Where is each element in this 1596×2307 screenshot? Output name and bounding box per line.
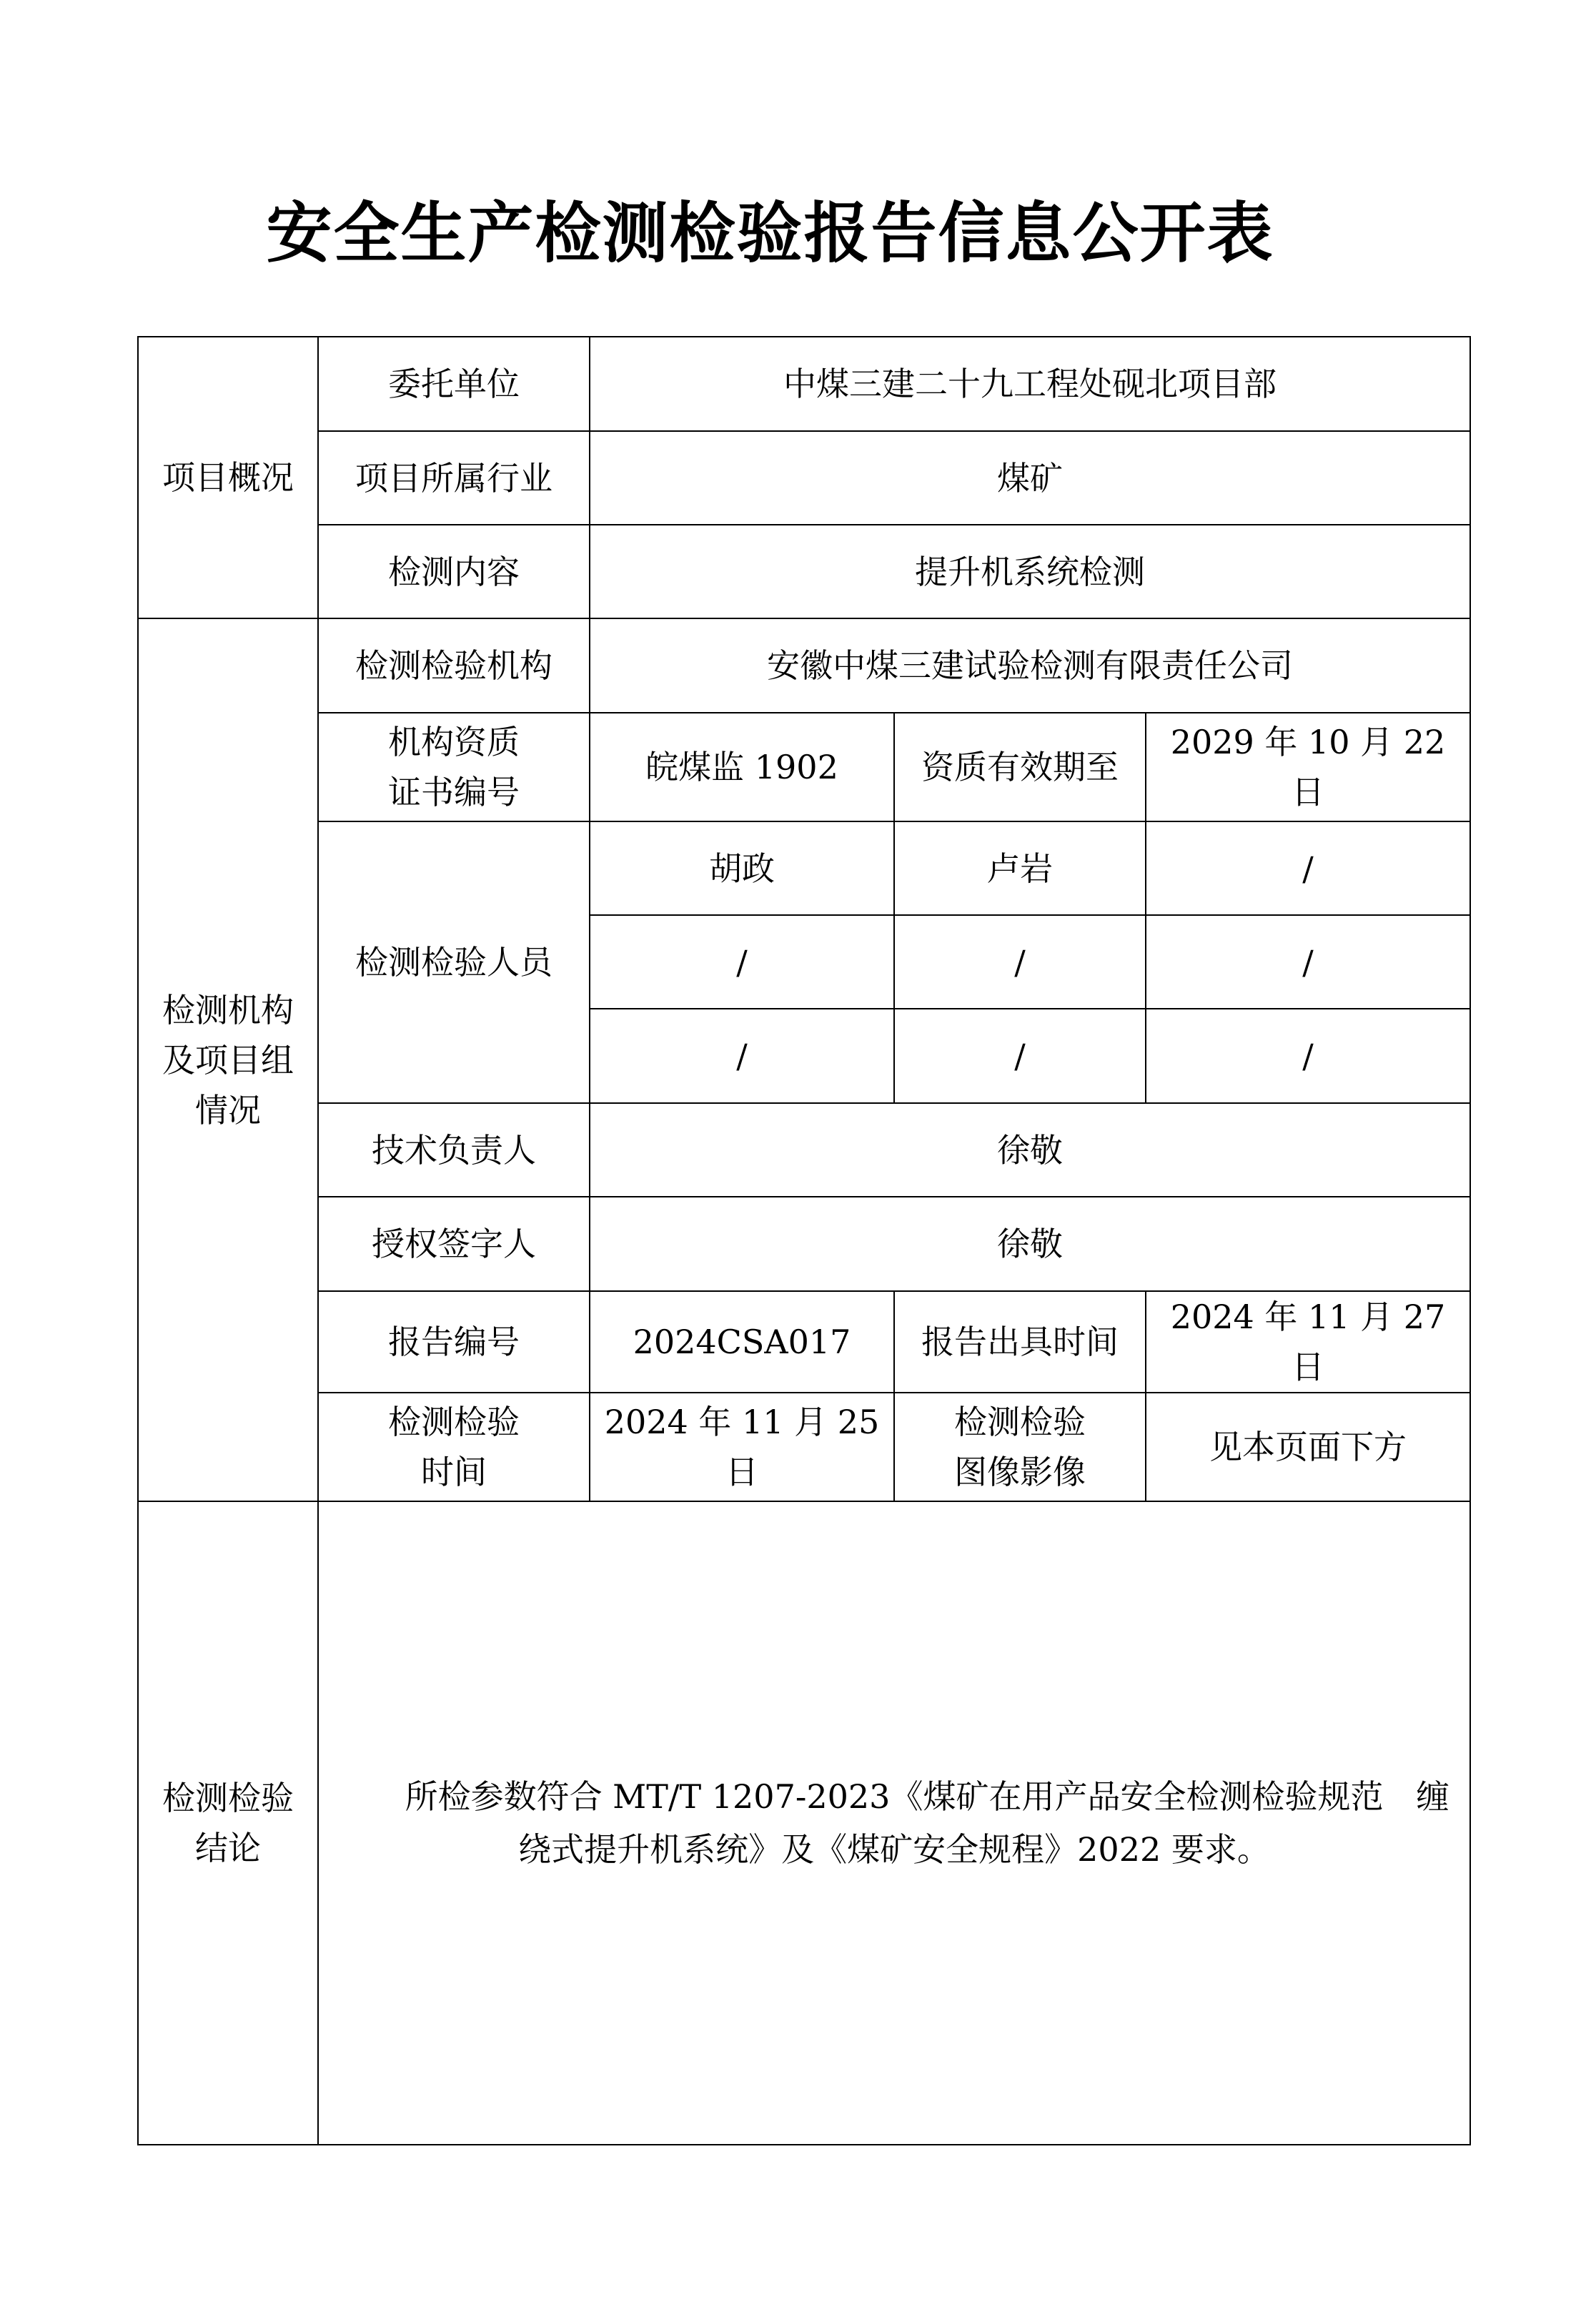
table-row	[138, 713, 1470, 821]
test-time-label-line: 检测检验	[388, 1403, 520, 1441]
tech-lead-value: 徐敬	[590, 1103, 1470, 1197]
table-row	[138, 618, 1470, 713]
issue-date-label: 报告出具时间	[894, 1291, 1146, 1393]
cert-label	[318, 713, 590, 821]
signatory-value: 徐敬	[590, 1197, 1470, 1291]
project-section-label: 项目概况	[138, 337, 318, 618]
report-no-value: 2024CSA017	[590, 1291, 894, 1393]
institution-section-label-line: 检测机构	[162, 990, 294, 1029]
personnel-cell: /	[590, 1009, 894, 1103]
tech-lead-label: 技术负责人	[318, 1103, 590, 1197]
personnel-cell: /	[894, 915, 1146, 1009]
table-row	[138, 525, 1470, 618]
conclusion-section-label	[138, 1501, 318, 2145]
personnel-cell: /	[1146, 821, 1470, 915]
validity-value: 2029 年 10 月 22 日	[1146, 713, 1470, 821]
table-row	[138, 1103, 1470, 1197]
personnel-cell: /	[894, 1009, 1146, 1103]
org-value: 安徽中煤三建试验检测有限责任公司	[590, 618, 1470, 713]
personnel-cell: /	[1146, 1009, 1470, 1103]
institution-section-label	[138, 618, 318, 1501]
personnel-cell: 卢岩	[894, 821, 1146, 915]
institution-section-label-line: 情况	[195, 1090, 261, 1130]
personnel-cell: /	[1146, 915, 1470, 1009]
institution-section-label-line: 及项目组	[162, 1040, 294, 1080]
table-row	[138, 1291, 1470, 1393]
conclusion-cell	[318, 1501, 1470, 2145]
cert-value: 皖煤监 1902	[590, 713, 894, 821]
table-row	[138, 1197, 1470, 1291]
image-label	[894, 1393, 1146, 1501]
table-row	[138, 337, 1470, 431]
industry-label: 项目所属行业	[318, 431, 590, 525]
content-label: 检测内容	[318, 525, 590, 618]
info-table	[137, 336, 1471, 2145]
signatory-label: 授权签字人	[318, 1197, 590, 1291]
org-label: 检测检验机构	[318, 618, 590, 713]
conclusion-section-label-line: 检测检验	[162, 1779, 294, 1817]
conclusion-text: 所检参数符合 MT/T 1207-2023《煤矿在用产品安全检测检验规范 缠绕式提升机系统》及《煤矿安全规程》2022 要求。	[405, 1777, 1449, 1869]
content-value: 提升机系统检测	[590, 525, 1470, 618]
table-row	[138, 1393, 1470, 1501]
image-label-line: 图像影像	[954, 1453, 1086, 1491]
industry-value: 煤矿	[590, 431, 1470, 525]
client-label: 委托单位	[318, 337, 590, 431]
test-time-label-line: 时间	[421, 1453, 487, 1491]
issue-date-value: 2024 年 11 月 27 日	[1146, 1291, 1470, 1393]
image-value: 见本页面下方	[1146, 1393, 1470, 1501]
cert-label-line: 机构资质	[388, 723, 520, 761]
image-label-line: 检测检验	[954, 1403, 1086, 1441]
table-row	[138, 821, 1470, 915]
client-value: 中煤三建二十九工程处砚北项目部	[590, 337, 1470, 431]
validity-label: 资质有效期至	[894, 713, 1146, 821]
page-title: 安全生产检测检验报告信息公开表	[266, 195, 1274, 272]
conclusion-section-label-line: 结论	[195, 1829, 261, 1867]
test-time-label	[318, 1393, 590, 1501]
test-time-value: 2024 年 11 月 25 日	[590, 1393, 894, 1501]
personnel-cell: /	[590, 915, 894, 1009]
personnel-cell: 胡政	[590, 821, 894, 915]
report-no-label: 报告编号	[318, 1291, 590, 1393]
cert-label-line: 证书编号	[388, 773, 520, 811]
table-row	[138, 431, 1470, 525]
personnel-label: 检测检验人员	[318, 821, 590, 1103]
table-row	[138, 1501, 1470, 2145]
